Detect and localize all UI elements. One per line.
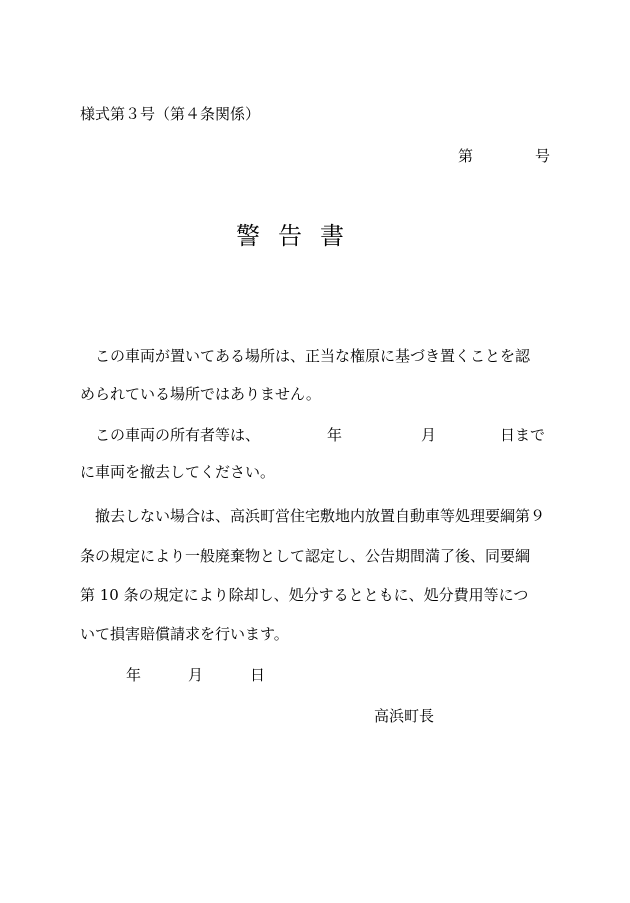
issue-year-label: 年 (126, 666, 142, 684)
body-line-5: 撤去しない場合は、高浜町営住宅敷地内放置自動車等処理要綱第９ (95, 507, 546, 525)
number-prefix: 第 (458, 147, 474, 165)
issuer-name: 高浜町長 (374, 707, 435, 725)
body-line-6: 条の規定により一般廃棄物として認定し、公告期間満了後、同要綱 (80, 547, 531, 565)
number-suffix: 号 (535, 147, 551, 165)
body-line-4: に車両を撤去してください。 (80, 463, 276, 481)
body-line-7: 第 10 条の規定により除却し、処分するとともに、処分費用等につ (80, 586, 529, 604)
body-line-2: められている場所ではありません。 (80, 385, 321, 403)
document-title: 警告書 (236, 222, 362, 250)
deadline-day-label: 日まで (500, 426, 546, 444)
deadline-month-label: 月 (421, 426, 437, 444)
issue-day-label: 日 (250, 666, 266, 684)
body-line-8: いて損害賠償請求を行います。 (80, 625, 289, 643)
body-line-1: この車両が置いてある場所は、正当な権原に基づき置くことを認 (95, 347, 531, 365)
issue-month-label: 月 (188, 666, 204, 684)
body-line-3-prefix: この車両の所有者等は、 (95, 426, 261, 444)
deadline-year-label: 年 (327, 426, 343, 444)
form-label: 様式第３号（第４条関係） (80, 105, 261, 123)
document-number (458, 146, 550, 166)
